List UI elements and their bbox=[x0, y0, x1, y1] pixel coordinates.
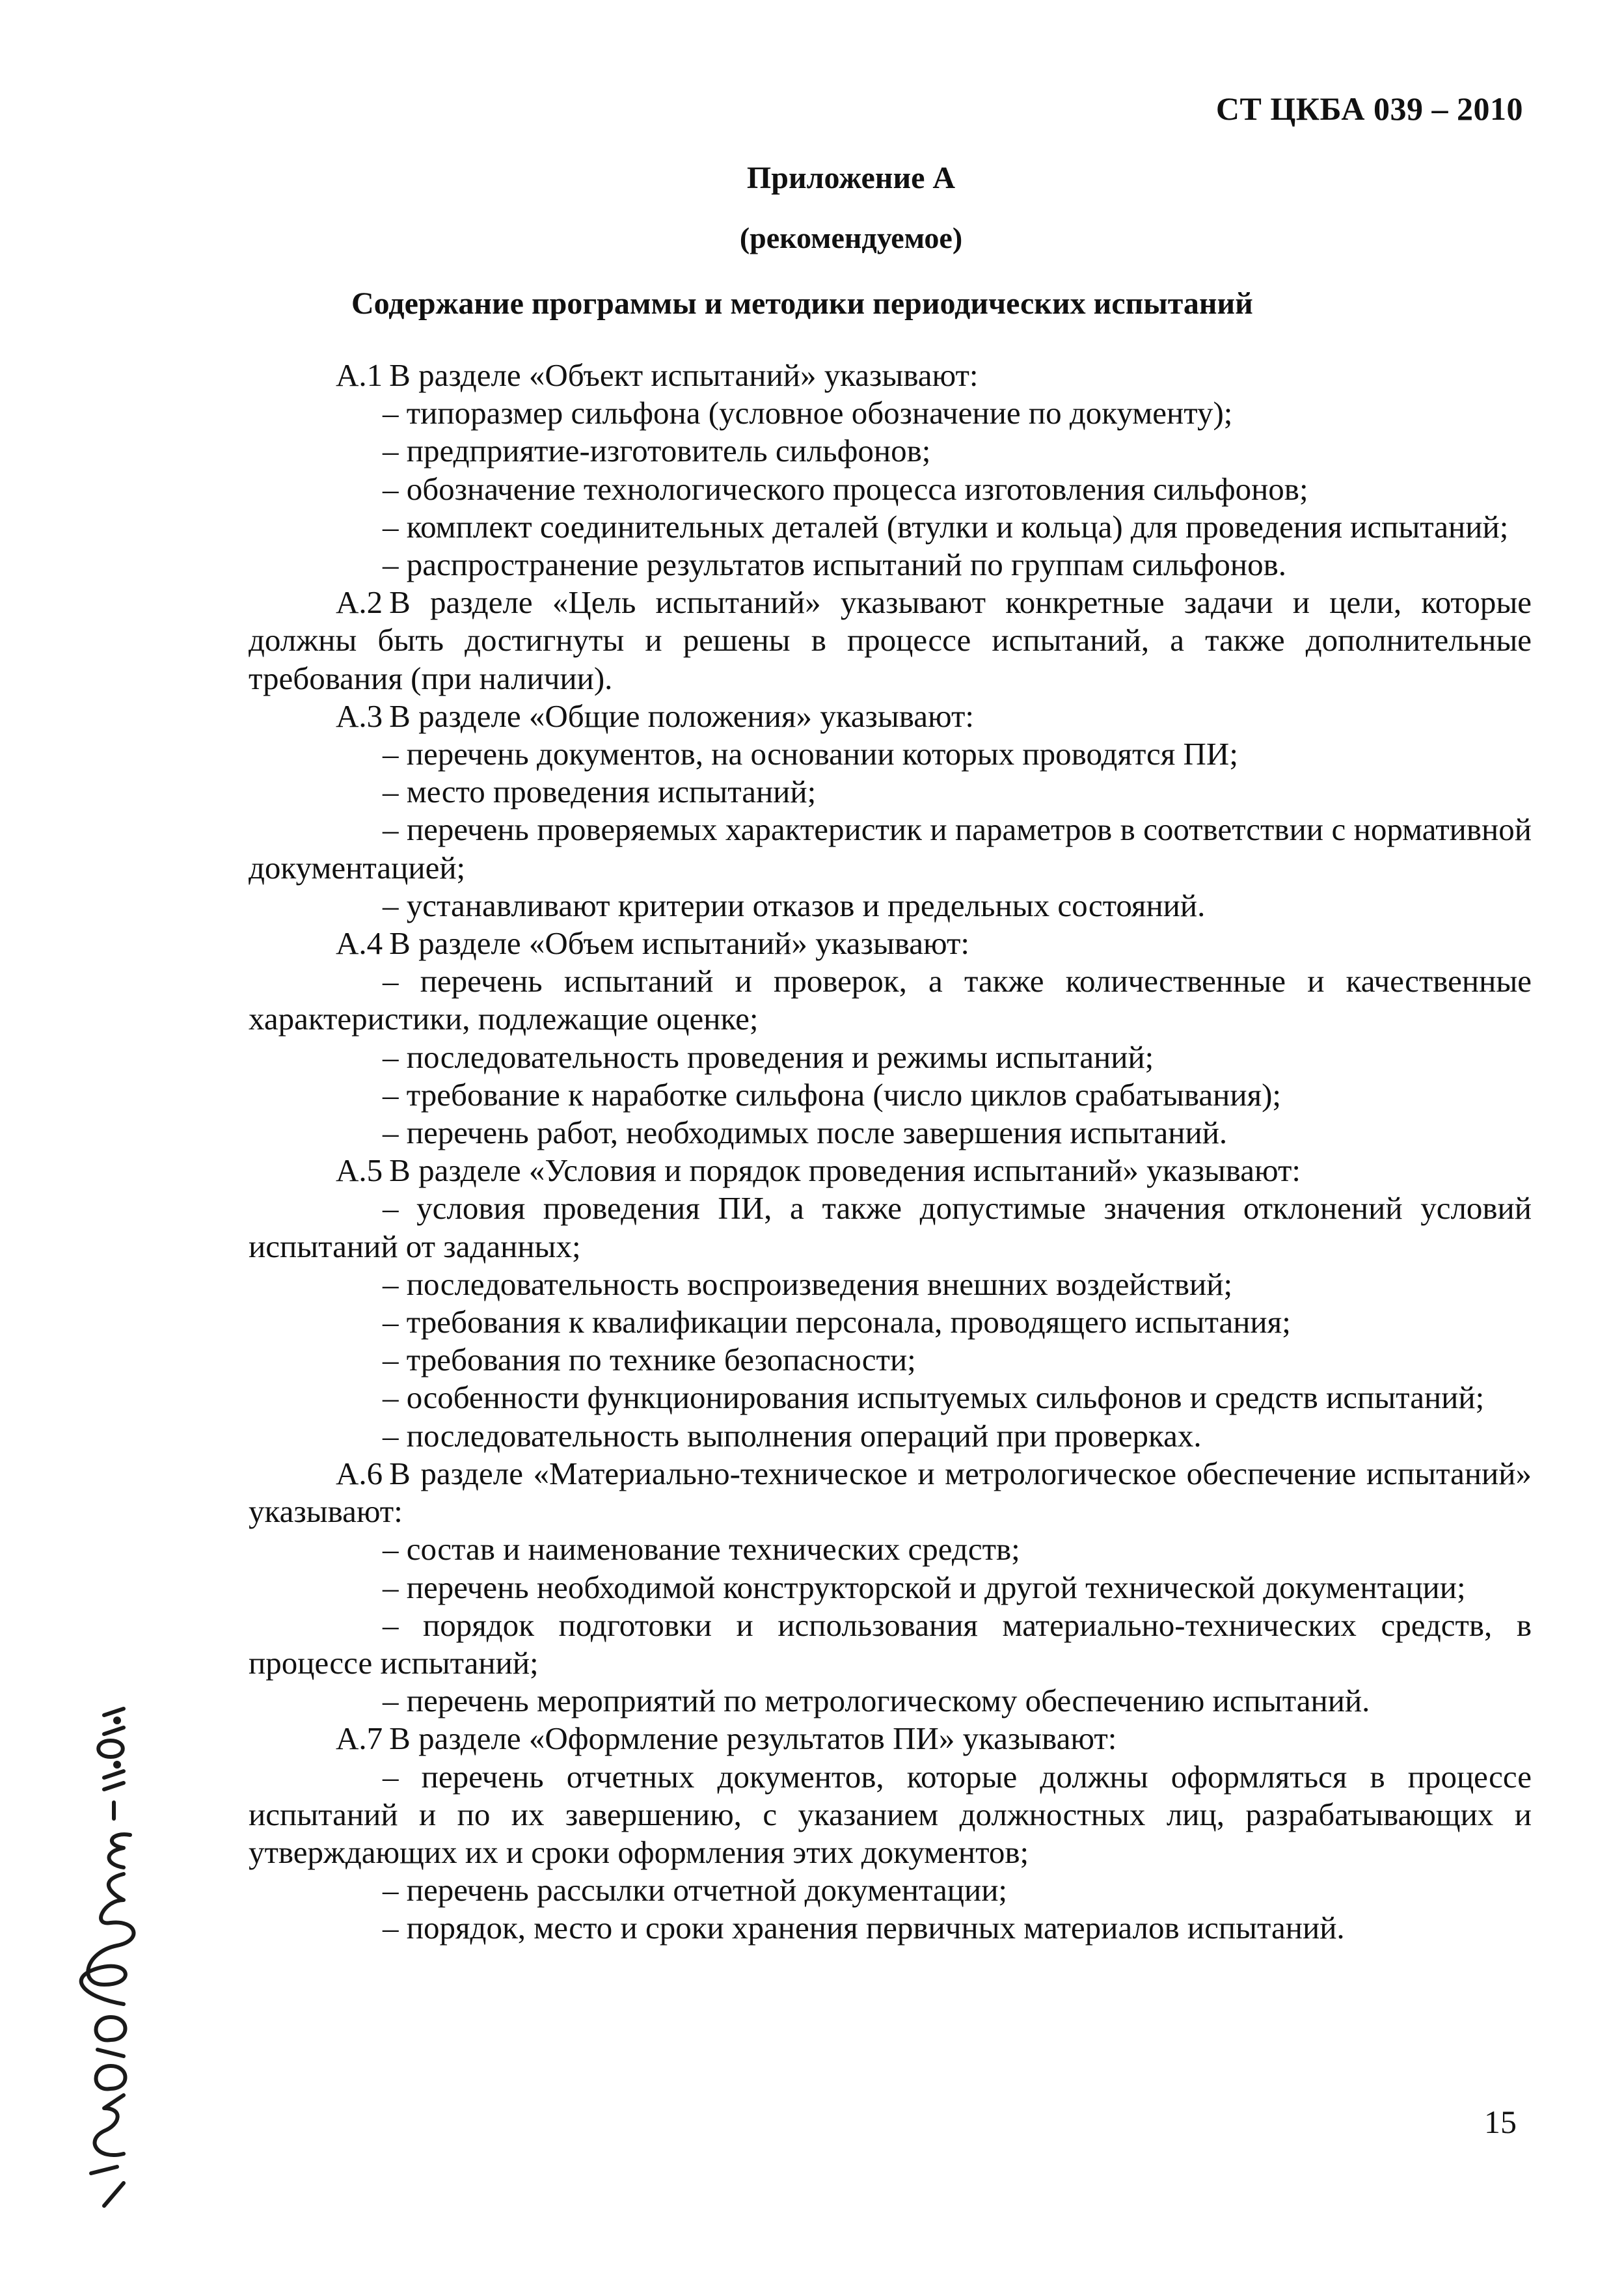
section-text: В разделе «Объем испытаний» указывают: bbox=[389, 925, 969, 962]
list-item: – перечень работ, необходимых после завершения испытаний. bbox=[383, 1115, 1228, 1151]
list-item: – требования к квалификации персонала, проводящего испытания; bbox=[383, 1304, 1291, 1340]
section-label: А.2 bbox=[336, 584, 383, 621]
section-label: А.5 bbox=[336, 1152, 383, 1189]
section-4-intro bbox=[249, 925, 1532, 962]
list-item: – перечень мероприятий по метрологическому обеспечению испытаний. bbox=[383, 1683, 1370, 1719]
list-item: – перечень рассылки отчетной документации; bbox=[383, 1872, 1008, 1908]
section-text: В разделе «Оформление результатов ПИ» указывают: bbox=[389, 1720, 1117, 1757]
appendix-title: Приложение А bbox=[746, 161, 956, 195]
list-item: – перечень испытаний и проверок, а также количественные и качественные характеристики, подлежащие оценке; bbox=[249, 963, 1532, 1037]
list-item: – предприятие-изготовитель сильфонов; bbox=[383, 433, 931, 469]
section-label: А.4 bbox=[336, 925, 383, 962]
list-item: – условия проведения ПИ, а также допустимые значения отклонений условий испытаний от заданных; bbox=[249, 1190, 1532, 1264]
section-3-intro bbox=[249, 698, 1532, 735]
section-text: В разделе «Объект испытаний» указывают: bbox=[389, 357, 979, 393]
section-label: А.1 bbox=[336, 357, 383, 393]
section-7-intro bbox=[249, 1720, 1532, 1758]
title-block bbox=[0, 148, 1624, 333]
list-item: – место проведения испытаний; bbox=[383, 774, 817, 810]
section-text: В разделе «Условия и порядок проведения испытаний» указывают: bbox=[389, 1152, 1301, 1189]
list-item: – перечень проверяемых характеристик и параметров в соответствии с нормативной документацией; bbox=[249, 811, 1532, 886]
section-2-intro bbox=[249, 584, 1532, 698]
list-item: – особенности функционирования испытуемых сильфонов и средств испытаний; bbox=[383, 1379, 1485, 1416]
list-item: – перечень необходимой конструкторской и другой технической документации; bbox=[383, 1569, 1466, 1605]
list-item: – комплект соединительных деталей (втулки и кольца) для проведения испытаний; bbox=[383, 508, 1509, 545]
list-item: – устанавливают критерии отказов и предельных состояний. bbox=[383, 887, 1206, 923]
handwritten-signature bbox=[26, 1705, 182, 2225]
section-label: А.3 bbox=[336, 698, 383, 734]
section-label: А.6 bbox=[336, 1455, 383, 1491]
list-item: – перечень документов, на основании которых проводятся ПИ; bbox=[383, 736, 1238, 772]
section-5-intro bbox=[249, 1152, 1532, 1189]
list-item: – последовательность выполнения операций при проверках. bbox=[383, 1417, 1202, 1454]
section-text: В разделе «Цель испытаний» указывают конкретные задачи и цели, которые должны быть достигнуты и решены в процессе испытаний, а также дополнительные требования (при наличии). bbox=[249, 584, 1532, 696]
section-text: В разделе «Общие положения» указывают: bbox=[389, 698, 975, 734]
list-item: – распространение результатов испытаний по группам сильфонов. bbox=[383, 547, 1287, 583]
list-item: – типоразмер сильфона (условное обозначение по документу); bbox=[383, 395, 1233, 431]
section-heading: Содержание программы и методики периодических испытаний bbox=[351, 286, 1253, 321]
list-item: – требование к наработке сильфона (число циклов срабатывания); bbox=[383, 1076, 1282, 1113]
list-item: – порядок подготовки и использования материально-технических средств, в процессе испытаний; bbox=[249, 1607, 1532, 1681]
list-item: – последовательность проведения и режимы испытаний; bbox=[383, 1038, 1154, 1075]
list-item: – последовательность воспроизведения внешних воздействий; bbox=[383, 1266, 1233, 1302]
page-number: 15 bbox=[1484, 2104, 1517, 2140]
list-item: – порядок, место и сроки хранения первичных материалов испытаний. bbox=[383, 1910, 1345, 1946]
section-label: А.7 bbox=[336, 1720, 383, 1757]
list-item: – состав и наименование технических средств; bbox=[383, 1531, 1020, 1568]
list-item: – требования по технике безопасности; bbox=[383, 1342, 916, 1378]
section-6-intro bbox=[249, 1455, 1532, 1530]
appendix-status: (рекомендуемое) bbox=[739, 221, 963, 254]
section-text: В разделе «Материально-техническое и метрологическое обеспечение испытаний» указывают: bbox=[249, 1455, 1532, 1530]
list-item: – перечень отчетных документов, которые должны оформляться в процессе испытаний и по их завершению, с указанием должностных лиц, разрабатывающих и утверждающих их и сроки оформления этих документов; bbox=[249, 1758, 1532, 1870]
document-body bbox=[249, 357, 1532, 1948]
document-code: СТ ЦКБА 039 – 2010 bbox=[1215, 90, 1523, 127]
list-item: – обозначение технологического процесса изготовления сильфонов; bbox=[383, 470, 1308, 507]
section-1-intro bbox=[249, 357, 1532, 394]
